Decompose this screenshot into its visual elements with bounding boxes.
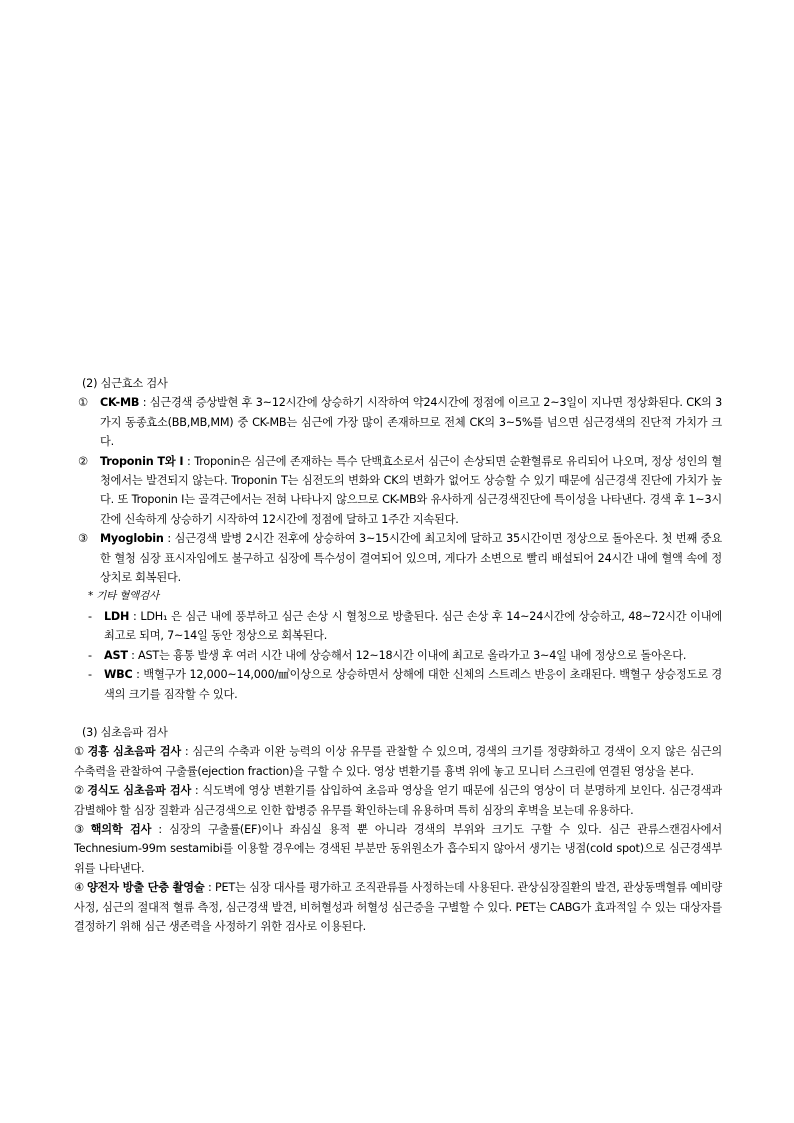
list-item-nuclear-medicine — [74, 820, 722, 878]
item-text: : PET는 심장 대사를 평가하고 조직관류를 사정하는데 사용된다. 관상심장질환의 발견, 관상동맥혈류 예비량 사정, 심근의 절대적 혈류 측정, 심근경색 발견, 비허혈성과 허혈성 심근증을 구별할 수 있다. PET는 CABG가 효과적일 수 있는 대상자를 결정하기 위해 심근 생존력을 사정하기 위한 검사로 이용된다. — [74, 881, 722, 933]
list-item-wbc — [74, 665, 722, 704]
item-text: : Troponin은 심근에 존재하는 특수 단백효소로서 심근이 손상되면 순환혈류로 유리되어 나오며, 정상 성인의 혈청에서는 발견되지 않는다. Troponin T는 심전도의 변화와 CK의 변화가 없어도 상승할 수 있기 때문에 심근경색 진단에 가치가 높다. 또 Troponin I는 골격근에서는 전혀 나타나지 않으므로 CK-MB와 유사하게 심근경색진단에 특이성을 나타낸다. 경색 후 1~3시간에 신속하게 상승하기 시작하여 12시간에 정점에 달하고 1주간 지속된다. — [100, 454, 723, 526]
list-item-pet — [74, 878, 722, 936]
item-number: ② — [74, 784, 85, 798]
item-text: : LDH₁ 은 심근 내에 풍부하고 심근 손상 시 혈청으로 방출된다. 심근 손상 후 14~24시간에 상승하고, 48~72시간 이내에 최고로 되며, 7~14일 동안 정상으로 회복된다. — [104, 609, 722, 643]
list-item-ast — [74, 646, 722, 665]
list-item-myoglobin — [74, 529, 722, 587]
item-term: 경식도 심초음파 검사 — [87, 784, 192, 798]
dash-marker: - — [88, 609, 92, 623]
item-term: 양전자 방출 단층 촬영술 — [86, 881, 205, 895]
dash-marker: - — [88, 668, 92, 682]
item-number: ④ — [74, 881, 84, 895]
list-item-ckmb — [74, 393, 722, 451]
item-number: ③ — [74, 822, 88, 836]
item-text: : 백혈구가 12,000~14,000/㎣이상으로 상승하면서 상해에 대한 신체의 스트레스 반응이 초래된다. 백혈구 상승정도로 경색의 크기를 짐작할 수 있다. — [104, 668, 722, 701]
item-number: ① — [74, 745, 85, 759]
document-body — [74, 374, 722, 936]
item-term: WBC — [104, 668, 133, 682]
item-text: : 심장의 구출률(EF)이나 좌심실 용적 뿐 아니라 경색의 부위와 크기도 구할 수 있다. 심근 관류스캔검사에서 Technesium-99m sestamibi를 이용할 경우에는 경색된 부분만 동위원소가 흡수되지 않아서 생기는 냉점(cold spot)으로 심근경색부위를 나타낸다. — [74, 822, 722, 875]
item-body — [100, 393, 722, 451]
other-blood-tests-label: * 기타 혈액검사 — [88, 590, 159, 603]
item-number: ① — [78, 396, 88, 410]
item-term: 경흉 심초음파 검사 — [87, 745, 181, 759]
section-spacer — [74, 704, 722, 723]
item-term: LDH — [104, 609, 130, 623]
item-number: ③ — [78, 532, 88, 546]
item-term: CK-MB — [100, 396, 140, 410]
item-body — [104, 665, 722, 704]
item-body — [104, 607, 722, 646]
item-number: ② — [78, 454, 88, 468]
item-text: : AST는 흉통 발생 후 여러 시간 내에 상승해서 12~18시간 이내에 최고로 올라가고 3~4일 내에 정상으로 돌아온다. — [127, 648, 687, 662]
item-term: 핵의학 검사 — [90, 822, 152, 836]
item-body — [100, 529, 722, 587]
list-item-transesophageal-echo — [74, 781, 722, 820]
item-body — [104, 646, 722, 665]
list-item-troponin — [74, 452, 722, 530]
item-text: : 심근경색 증상발현 후 3~12시간에 상승하기 시작하여 약24시간에 정점에 이르고 2~3일이 지나면 정상화된다. CK의 3가지 동종효소(BB,MB,MM) 중 CK-MB는 심근에 가장 많이 존재하므로 전체 CK의 3~5%를 넘으면 심근경색의 진단적 가치가 크다. — [100, 396, 722, 449]
item-body — [100, 452, 722, 530]
item-text: : 식도벽에 영상 변환기를 삽입하여 초음파 영상을 얻기 때문에 심근의 영상이 더 분명하게 보인다. 심근경색과 감별해야 할 심장 질환과 심근경색으로 인한 합병증 유무를 확인하는데 유용하며 특히 심장의 후벽을 보는데 유용하다. — [74, 784, 722, 817]
item-term: Myoglobin — [100, 532, 164, 546]
list-item-transthoracic-echo — [74, 742, 722, 781]
list-item-ldh — [74, 607, 722, 646]
item-text: : 심근의 수축과 이완 능력의 이상 유무를 관찰할 수 있으며, 경색의 크기를 정량화하고 경색이 오지 않은 심근의 수축력을 관찰하여 구출률(ejection fraction)을 구할 수 있다. 영상 변환기를 흉벽 위에 놓고 모니터 스크린에 연결된 영상을 본다. — [74, 745, 722, 778]
item-term: AST — [104, 648, 128, 662]
dash-marker: - — [88, 648, 92, 662]
item-text: : 심근경색 발병 2시간 전후에 상승하여 3~15시간에 최고치에 달하고 35시간이면 정상으로 돌아온다. 첫 번째 중요한 혈청 심장 표시자임에도 불구하고 심장에 특수성이 결여되어 있으며, 게다가 소변으로 빨리 배설되어 24시간 내에 혈액 속에 정상치로 회복된다. — [100, 532, 722, 585]
item-term: Troponin T와 I — [100, 454, 184, 468]
section-heading-cardiac-enzyme: (2) 심근효소 검사 — [82, 377, 168, 390]
section-heading-echocardiography: (3) 심초음파 검사 — [82, 725, 168, 739]
